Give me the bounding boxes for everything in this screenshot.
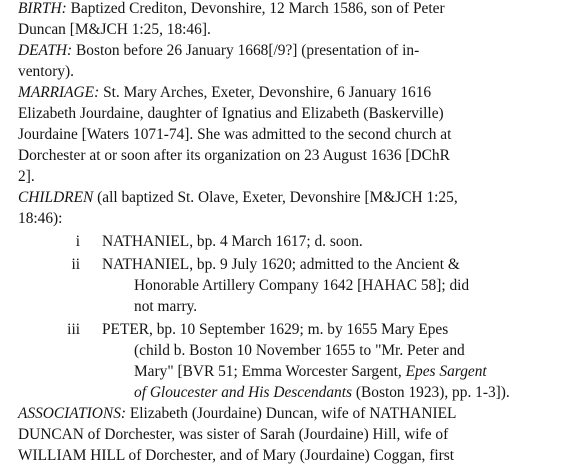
child-line: NATHANIEL, bp. 9 July 1620; admitted to the Ancient &	[102, 256, 460, 273]
associations-label: ASSOCIATIONS:	[18, 405, 127, 422]
child-line-text: Mary" [BVR 51; Emma Worcester Sargent,	[134, 363, 406, 380]
birth-line-1	[18, 0, 445, 18]
children-label: CHILDREN	[18, 189, 94, 206]
associations-text-1: Elizabeth (Jourdaine) Duncan, wife of NATHANIEL	[129, 405, 457, 422]
child-line: (child b. Boston 10 November 1655 to "Mr. Peter and	[134, 342, 465, 359]
death-line-2: ventory).	[18, 63, 74, 80]
children-text-1: (all baptized St. Olave, Exeter, Devonshire [M&JCH 1:25,	[97, 189, 458, 206]
associations-line-3: WILLIAM HILL of Dorchester, and of Mary (Jourdaine) Coggan, first	[18, 447, 455, 464]
child-line: Honorable Artillery Company 1642 [HAHAC 58]; did	[134, 277, 470, 294]
associations-line-2: DUNCAN of Dorchester, was sister of Sarah (Jourdaine) Hill, wife of	[18, 426, 449, 443]
children-line-2: 18:46):	[18, 210, 63, 227]
marriage-line-2: Elizabeth Jourdaine, daughter of Ignatius and Elizabeth (Baskerville)	[18, 105, 444, 122]
child-line: not marry.	[134, 298, 198, 315]
child-line	[134, 363, 487, 381]
birth-text-1: Baptized Crediton, Devonshire, 12 March 1586, son of Peter	[70, 0, 445, 17]
associations-line-1	[18, 405, 456, 423]
marriage-line-1	[18, 84, 431, 102]
child-numeral: ii	[71, 256, 80, 273]
death-line-1	[18, 42, 419, 60]
children-line-1	[18, 189, 458, 207]
marriage-line-3: Jourdaine [Waters 1071-74]. She was admitted to the second church at	[18, 126, 452, 143]
book-title-part2: of Gloucester and His Descendants	[134, 384, 353, 401]
book-title-part1: Epes Sargent	[405, 363, 487, 380]
death-text-1: Boston before 26 January 1668[/9?] (presentation of in-	[76, 42, 420, 59]
child-line: PETER, bp. 10 September 1629; m. by 1655 Mary Epes	[102, 321, 449, 338]
child-numeral: i	[75, 233, 80, 250]
marriage-text-1: St. Mary Arches, Exeter, Devonshire, 6 January 1616	[103, 84, 432, 101]
child-line-text: (Boston 1923), pp. 1-3]).	[352, 384, 510, 401]
child-numeral: iii	[67, 321, 80, 338]
marriage-label: MARRIAGE:	[18, 84, 100, 101]
marriage-line-4: Dorchester at or soon after its organization on 23 August 1636 [DChR	[18, 147, 450, 164]
child-line: NATHANIEL, bp. 4 March 1617; d. soon.	[102, 233, 363, 250]
death-label: DEATH:	[18, 42, 73, 59]
marriage-line-5: 2].	[18, 168, 35, 185]
birth-line-2: Duncan [M&JCH 1:25, 18:46].	[18, 21, 211, 38]
child-line	[134, 384, 510, 402]
birth-label: BIRTH:	[18, 0, 67, 17]
